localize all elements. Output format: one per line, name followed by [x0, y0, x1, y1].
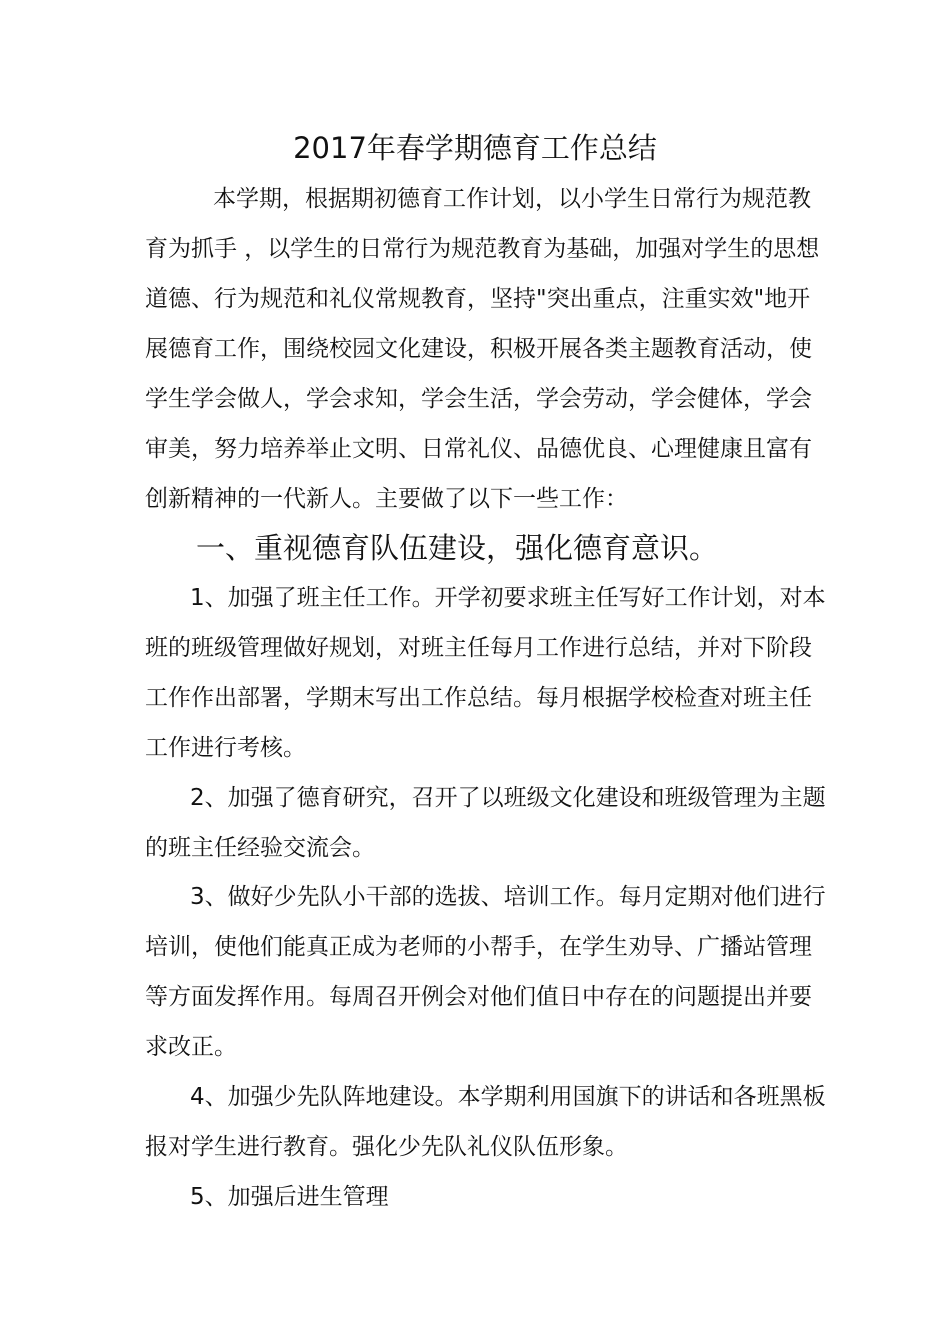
item-4-line: 报对学生进行教育。强化少先队礼仪队伍形象。 — [145, 1134, 628, 1160]
intro-line: 创新精神的一代新人。主要做了以下一些工作： — [145, 486, 628, 512]
item-1-line: 工作作出部署，学期末写出工作总结。每月根据学校检查对班主任 — [145, 685, 812, 711]
item-1-line: 班的班级管理做好规划，对班主任每月工作进行总结，并对下阶段 — [145, 635, 812, 661]
item-3-line: 等方面发挥作用。每周召开例会对他们值日中存在的问题提出并要 — [145, 984, 812, 1010]
section-heading: 一、重视德育队伍建设，强化德育意识。 — [196, 531, 719, 565]
item-1-line: 工作进行考核。 — [145, 735, 306, 761]
intro-line: 展德育工作，围绕校园文化建设，积极开展各类主题教育活动，使 — [145, 336, 812, 362]
item-2-line: 2、加强了德育研究，召开了以班级文化建设和班级管理为主题 — [190, 785, 826, 811]
item-5-line: 5、加强后进生管理 — [190, 1184, 389, 1210]
intro-line: 本学期，根据期初德育工作计划，以小学生日常行为规范教 — [213, 186, 811, 212]
item-4-line: 4、加强少先队阵地建设。本学期利用国旗下的讲话和各班黑板 — [190, 1084, 826, 1110]
item-1-line: 1、加强了班主任工作。开学初要求班主任写好工作计划，对本 — [190, 585, 826, 611]
intro-line: 育为抓手 ，以学生的日常行为规范教育为基础，加强对学生的思想 — [145, 236, 820, 262]
intro-line: 道德、行为规范和礼仪常规教育，坚持"突出重点，注重实效"地开 — [145, 286, 811, 312]
document-title: 2017年春学期德育工作总结 — [293, 131, 657, 165]
item-3-line: 培训，使他们能真正成为老师的小帮手，在学生劝导、广播站管理 — [145, 934, 812, 960]
item-3-line: 3、做好少先队小干部的选拔、培训工作。每月定期对他们进行 — [190, 884, 826, 910]
item-3-line: 求改正。 — [145, 1034, 237, 1060]
intro-line: 学生学会做人，学会求知，学会生活，学会劳动，学会健体，学会 — [145, 386, 812, 412]
intro-line: 审美，努力培养举止文明、日常礼仪、品德优良、心理健康且富有 — [145, 436, 812, 462]
item-2-line: 的班主任经验交流会。 — [145, 835, 375, 861]
